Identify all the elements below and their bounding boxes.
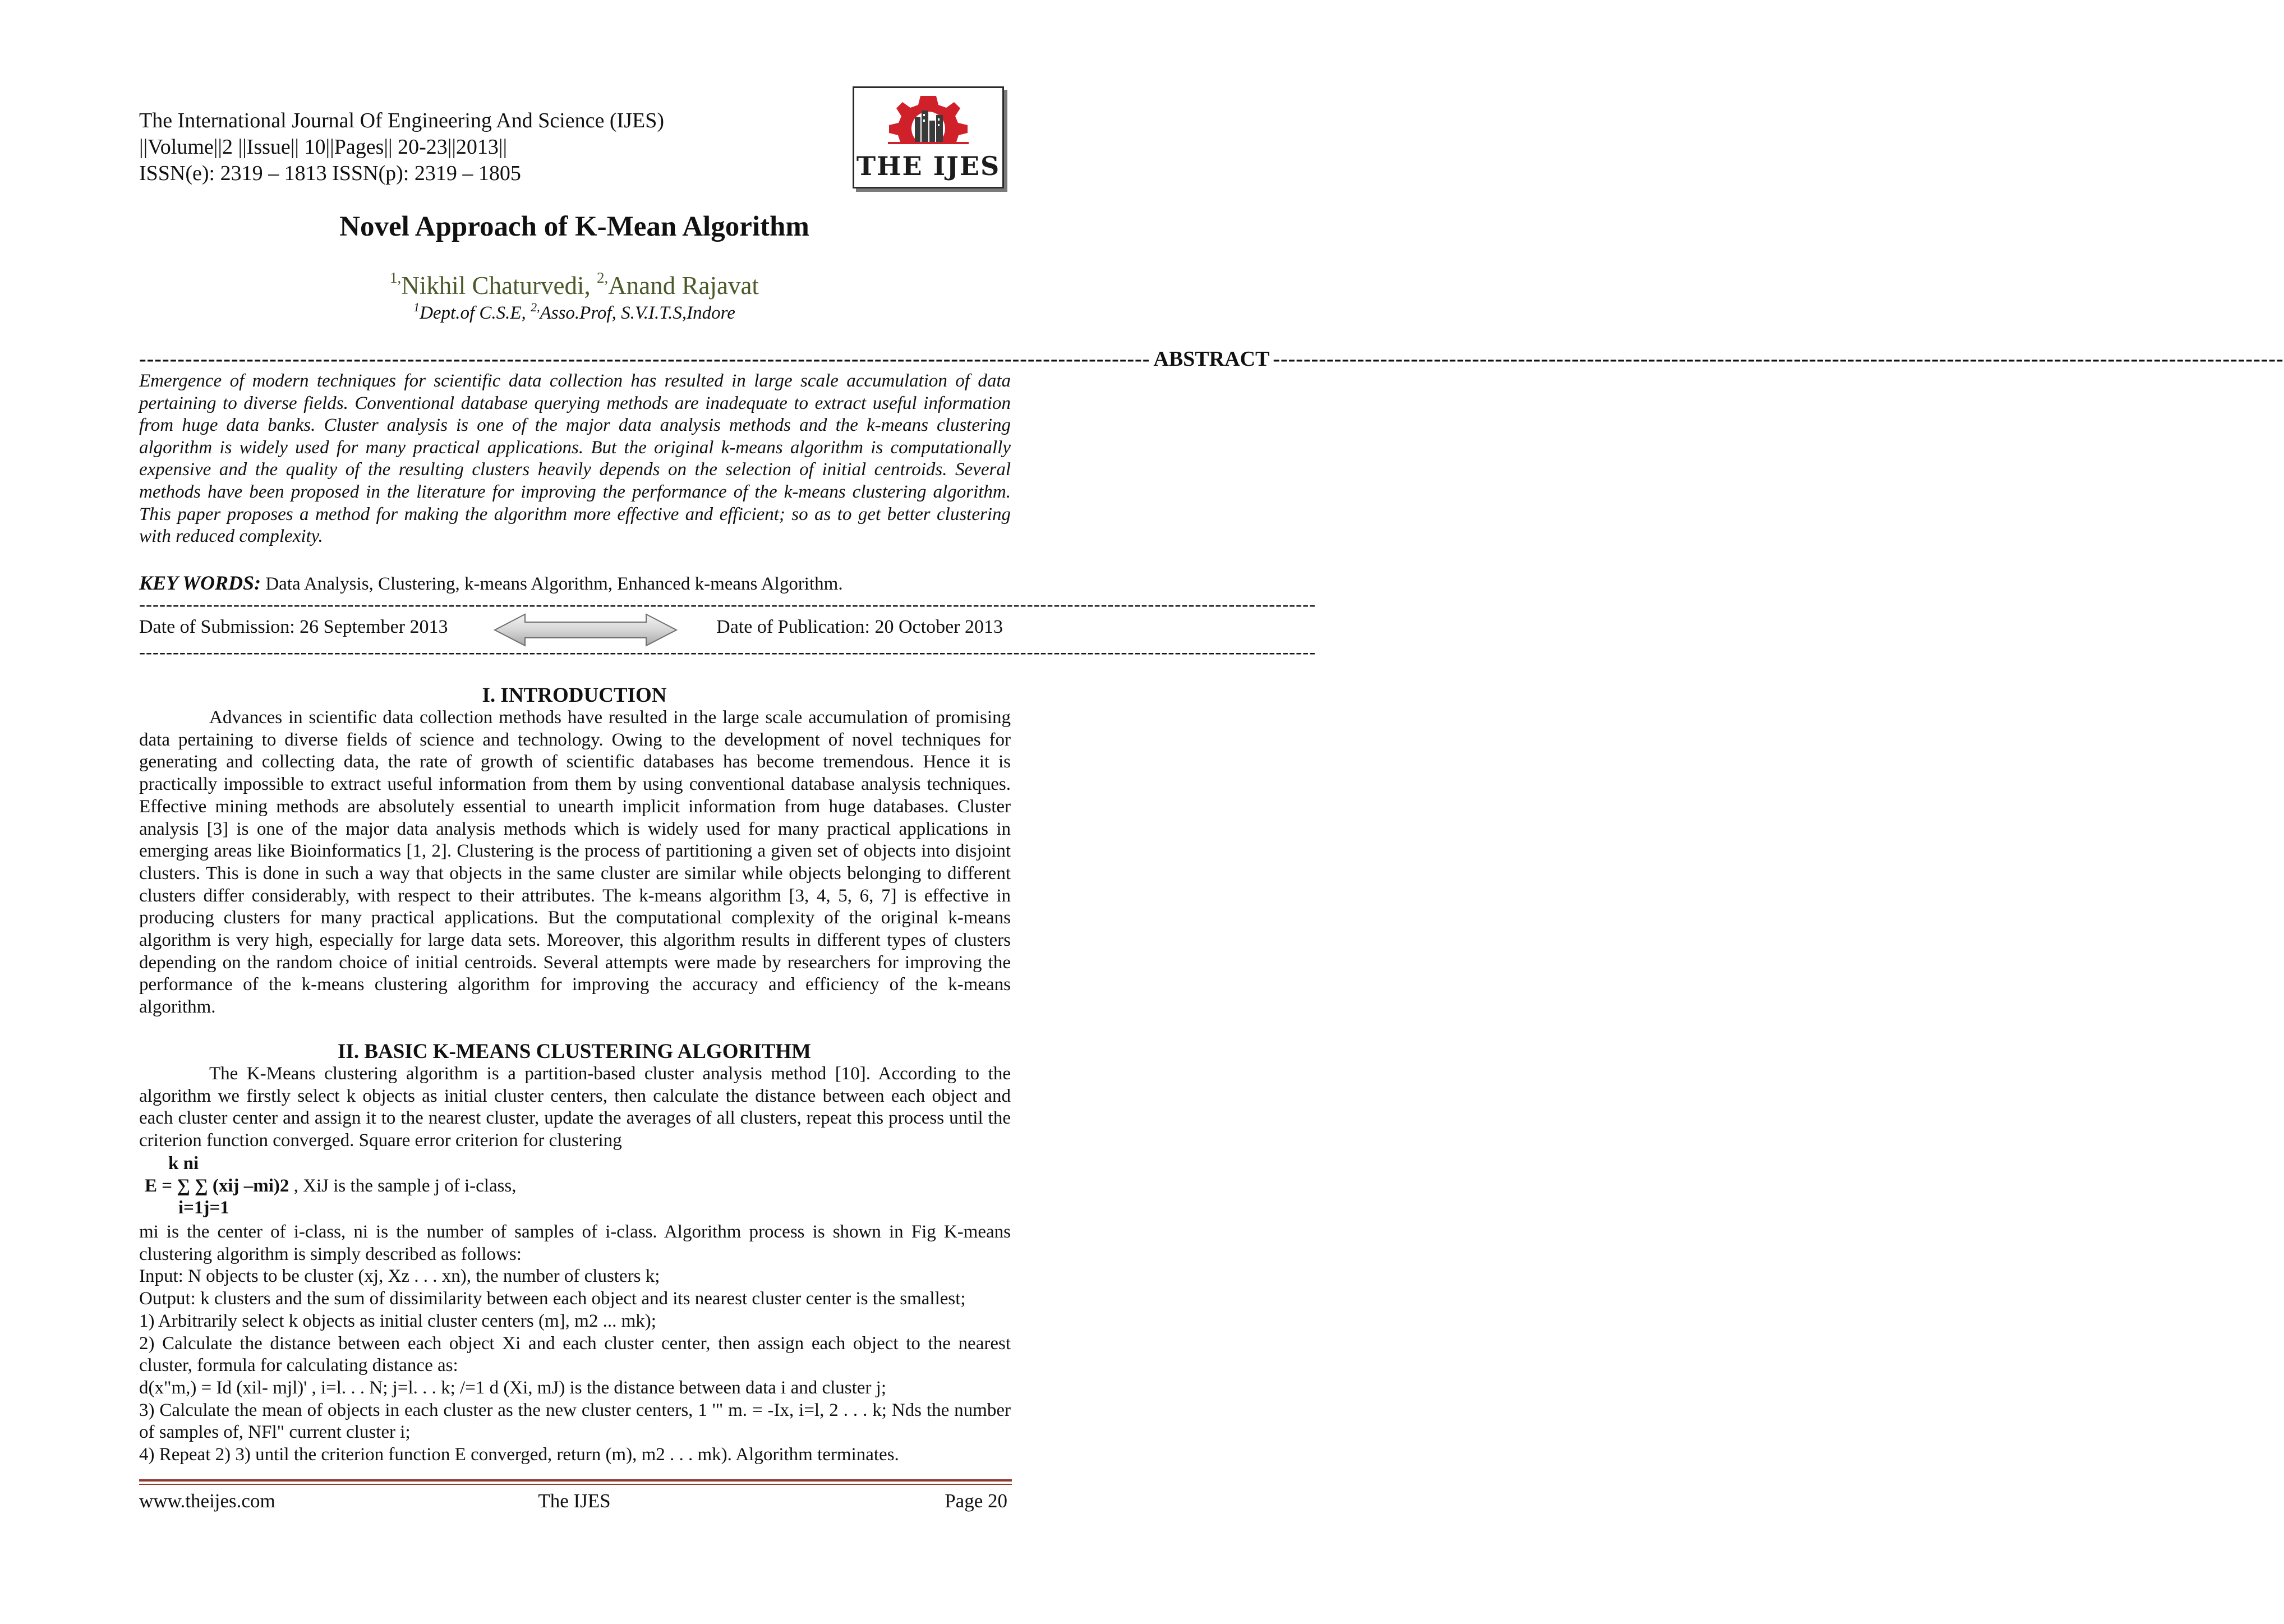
- algorithm-description: [139, 1221, 1011, 1466]
- publication-date: Date of Publication: 20 October 2013: [716, 617, 1003, 637]
- algorithm-step-3: 3) Calculate the mean of objects in each cluster as the new cluster centers, 1 '" m. = -Ix, i=l, 2 . . . k; Nds the number of samples of, NFl" current cluster i;: [139, 1400, 1011, 1443]
- formula-description: , XiJ is the sample j of i-class,: [289, 1175, 517, 1196]
- journal-name: The International Journal Of Engineering And Science (IJES): [139, 109, 664, 132]
- section-heading-basic-kmeans: II. BASIC K-MEANS CLUSTERING ALGORITHM: [338, 1040, 811, 1063]
- submission-date: Date of Submission: 26 September 2013: [139, 617, 448, 637]
- algorithm-distance-formula: d(x"m,) = Id (xil- mjl)' , i=l. . . N; j=l. . . k; /=1 d (Xi, mJ) is the distance between data i and cluster j;: [139, 1377, 887, 1398]
- algorithm-step-4: 4) Repeat 2) 3) until the criterion function E converged, return (m), m2 . . . mk). Algorithm terminates.: [139, 1444, 899, 1465]
- algorithm-output: Output: k clusters and the sum of dissimilarity between each object and its nearest cluster center is the smallest;: [139, 1289, 966, 1309]
- affil1-superscript: 1: [413, 300, 420, 314]
- keywords-text: Data Analysis, Clustering, k-means Algorithm, Enhanced k-means Algorithm.: [265, 574, 843, 594]
- author1-name: Nikhil Chaturvedi,: [401, 272, 591, 300]
- author1-superscript: 1,: [390, 269, 402, 286]
- affil2-superscript: 2,: [531, 300, 540, 314]
- introduction-paragraph: Advances in scientific data collection methods have resulted in the large scale accumulation of promising data pertaining to diverse fields of science and technology. Owing to the development of novel techniques for generating and collecting data, the rate of growth of scientific databases has become tremendous. Hence it is practically impossible to extract useful information from them by using conventional database analysis techniques. Effective mining methods are absolutely essential to unearth implicit information from huge databases. Cluster analysis [3] is one of the major data analysis methods which is widely used for many practical applications in emerging areas like Bioinformatics [1, 2]. Clustering is the process of partitioning a given set of objects into disjoint clusters. This is done in such a way that objects in the same cluster are similar while objects belonging to different clusters differ considerably, with respect to their attributes. The k-means algorithm [3, 4, 5, 6, 7] is effective in producing clusters for many practical applications. But the computational complexity of the original k-means algorithm is very high, especially for large data sets. Moreover, this algorithm results in different types of clusters depending on the random choice of initial centroids. Several attempts were made by researchers for improving the performance of the k-means clustering algorithm for improving the accuracy and efficiency of the k-means algorithm.: [139, 707, 1011, 1018]
- abstract-heading-row: [139, 346, 2284, 372]
- page-footer: [139, 1490, 1010, 1515]
- footer-website: www.theijes.com: [139, 1490, 275, 1512]
- formula-upper-limits: k ni: [168, 1153, 199, 1174]
- dates-row: [139, 613, 1009, 645]
- keywords-label: KEY WORDS:: [139, 572, 261, 594]
- algorithm-input: Input: N objects to be cluster (xj, Xz . . . xn), the number of clusters k;: [139, 1266, 660, 1287]
- basic-kmeans-paragraph: The K-Means clustering algorithm is a partition-based cluster analysis method [10]. According to the algorithm we firstly select k objects as initial cluster centers, then calculate the distance between each object and each cluster center and assign it to the nearest cluster, update the averages of all clusters, repeat this process until the criterion function converged. Square error criterion for clustering: [139, 1064, 1011, 1151]
- divider: ------------------------------------------------------------------------------------------------------------------------------------: [139, 347, 1150, 371]
- footer-journal: The IJES: [538, 1490, 611, 1512]
- algorithm-intro: mi is the center of i-class, ni is the number of samples of i-class. Algorithm process is shown in Fig K-means clustering algorithm is simply described as follows:: [139, 1222, 1011, 1264]
- divider: ------------------------------------------------------------------------------------------------------------------------------------: [1273, 347, 2284, 371]
- formula-lower-limits: i=1j=1: [178, 1198, 229, 1218]
- logo-text: THE IJES: [856, 151, 1001, 181]
- footer-page-number: Page 20: [945, 1490, 1007, 1512]
- section-heading-introduction: I. INTRODUCTION: [482, 684, 667, 707]
- divider: -------------------------------------------------------------------------------------------------------------------------------------------------------------------------------: [139, 595, 1316, 615]
- affiliation-line: [0, 300, 1149, 324]
- paper-title: Novel Approach of K-Mean Algorithm: [339, 211, 809, 242]
- journal-issn: ISSN(e): 2319 – 1813 ISSN(p): 2319 – 1805: [139, 162, 521, 185]
- algorithm-step-1: 1) Arbitrarily select k objects as initial cluster centers (m], m2 ... mk);: [139, 1310, 656, 1331]
- author2-superscript: 2,: [597, 269, 609, 286]
- abstract-label: ABSTRACT: [1153, 347, 1270, 371]
- journal-volume: ||Volume||2 ||Issue|| 10||Pages|| 20-23||2013||: [139, 135, 508, 159]
- abstract-text: Emergence of modern techniques for scientific data collection has resulted in large scale accumulation of data pertaining to diverse fields. Conventional database querying methods are inadequate to extract useful information from huge data banks. Cluster analysis is one of the major data analysis methods and the k-means clustering algorithm is widely used for many practical applications. But the original k-means algorithm is computationally expensive and the quality of the resulting clusters heavily depends on the selection of initial centroids. Several methods have been proposed in the literature for improving the performance of the k-means clustering algorithm. This paper proposes a method for making the algorithm more effective and efficient; so as to get better clustering with reduced complexity.: [139, 371, 1011, 547]
- authors-line: [0, 269, 1149, 300]
- journal-header: [139, 108, 784, 187]
- ijes-logo: [853, 86, 1004, 188]
- affil2-text: Asso.Prof, S.V.I.T.S,Indore: [540, 303, 735, 323]
- footer-rule: [139, 1479, 1012, 1482]
- footer-rule: [139, 1484, 1012, 1485]
- author2-name: Anand Rajavat: [608, 272, 759, 300]
- divider: -------------------------------------------------------------------------------------------------------------------------------------------------------------------------------: [139, 642, 1316, 663]
- basic-kmeans-text: [139, 1063, 1011, 1152]
- introduction-text: [139, 707, 1011, 1019]
- affil1-text: Dept.of C.S.E,: [420, 303, 526, 323]
- formula-main: E = ∑ ∑ (xij –mi)2: [145, 1175, 289, 1196]
- square-error-formula: [145, 1153, 986, 1220]
- algorithm-step-2: 2) Calculate the distance between each object Xi and each cluster center, then assign each object to the nearest cluster, formula for calculating distance as:: [139, 1333, 1011, 1376]
- keywords: [139, 571, 1011, 595]
